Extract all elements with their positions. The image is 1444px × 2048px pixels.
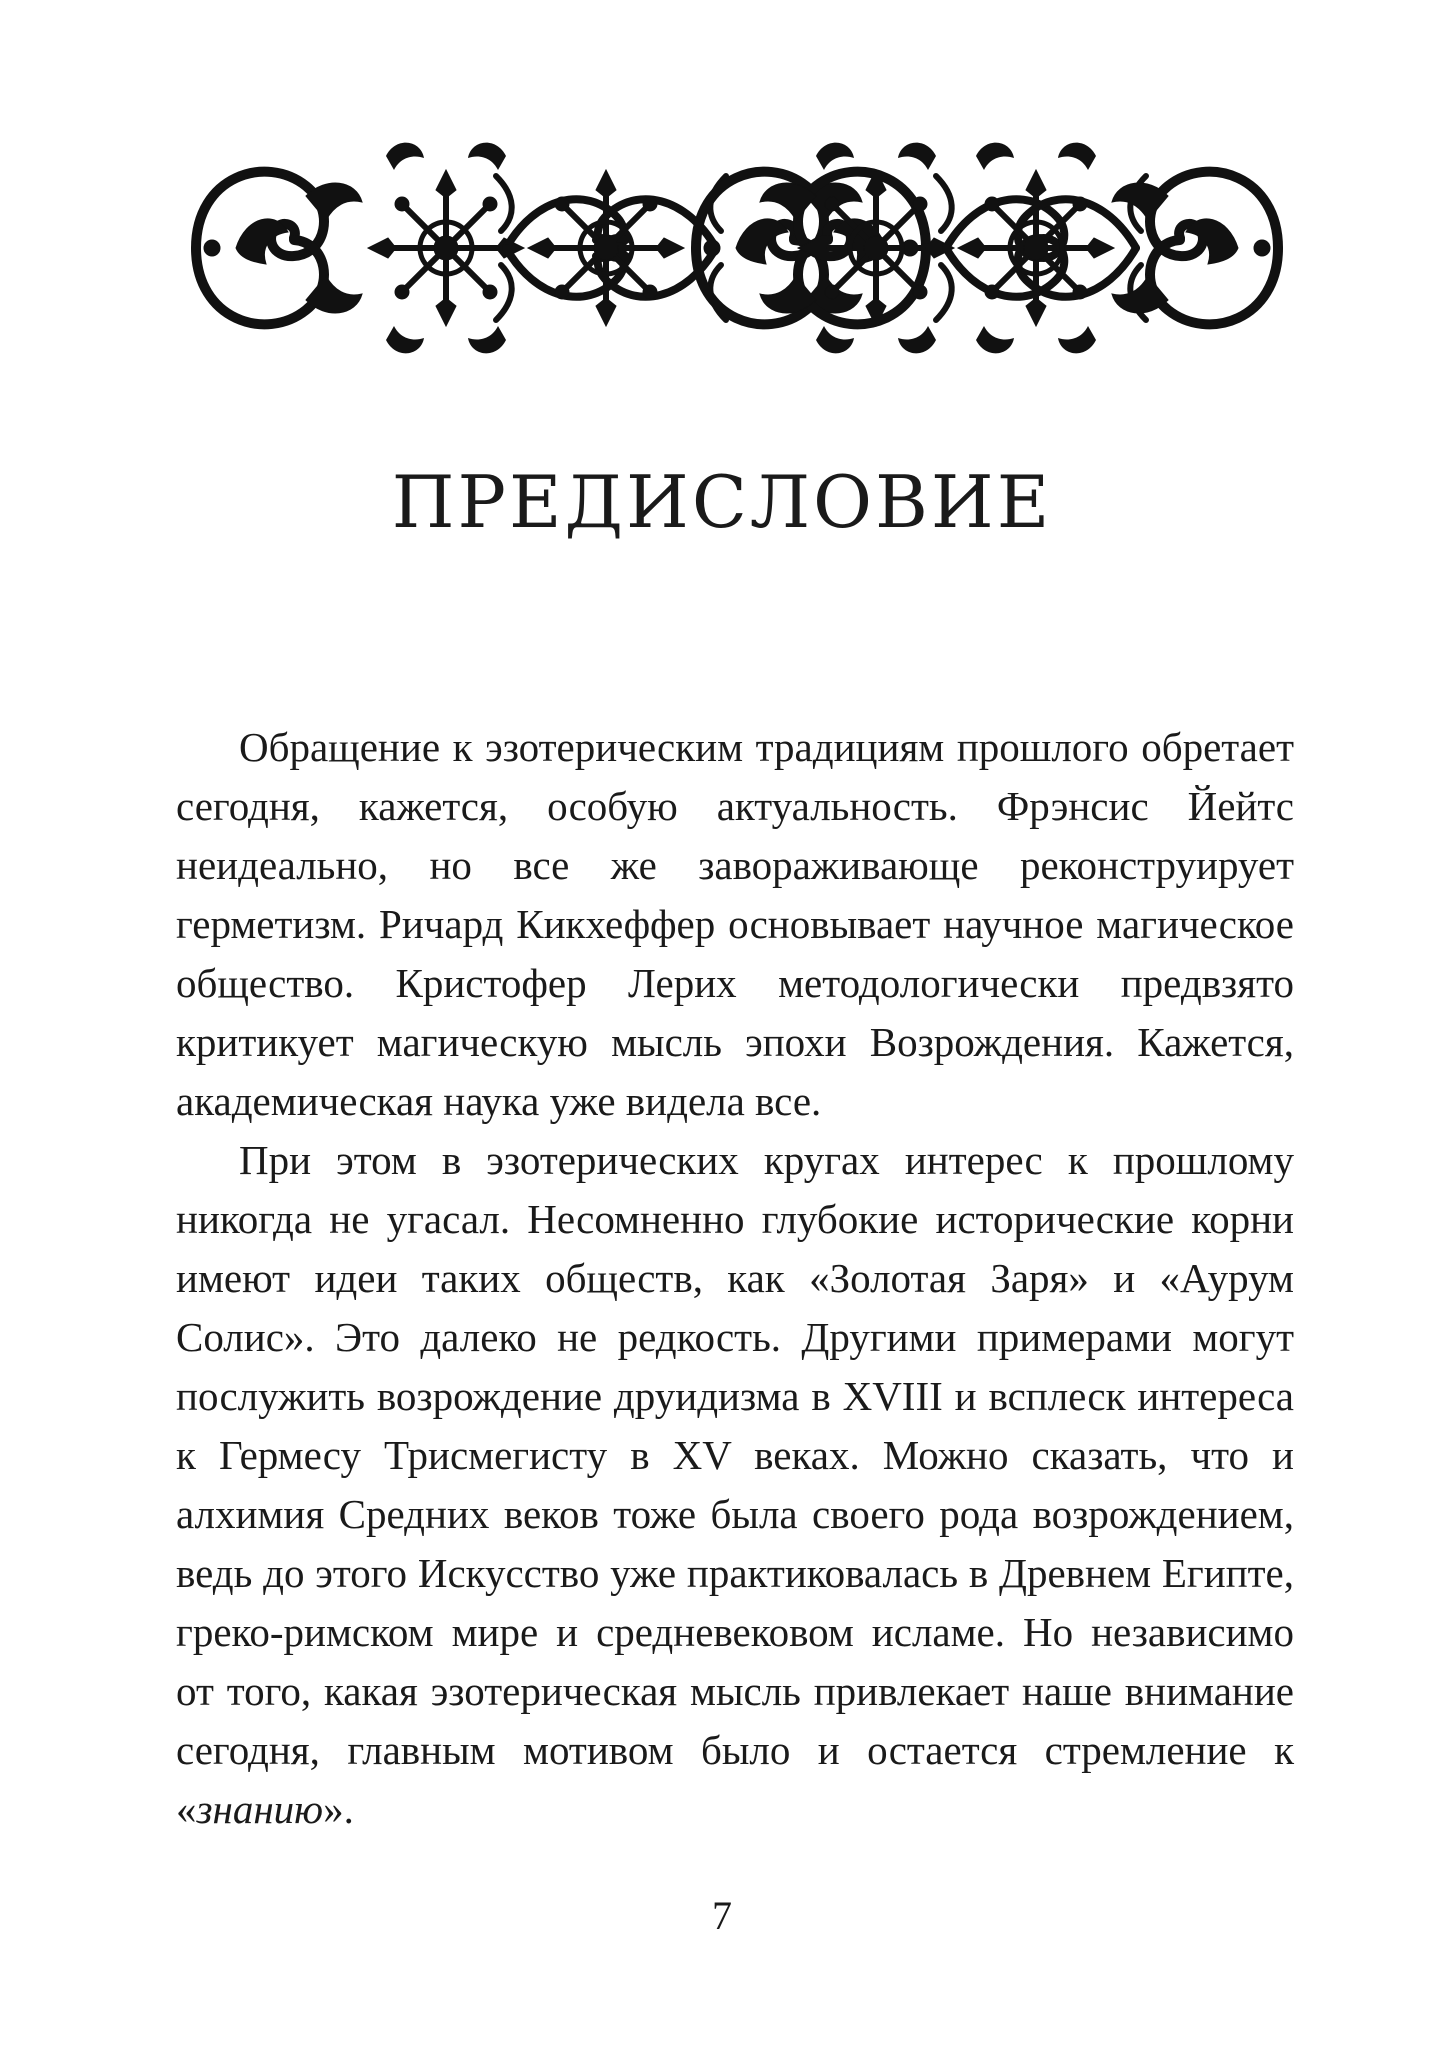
paragraph: Обращение к эзотерическим традициям прошлого обретает сегодня, кажется, особую актуальность. Фрэнсис Йейтс неидеально, но все же завораживающе реконструирует герметизм. Ричард Кикхеффер основывает научное магическое общество. Кристофер Лерих методологически предвзято критикует магическую мысль эпохи Возрождения. Кажется, академическая наука уже видела все. xyxy=(176,724,1294,1124)
paragraph-text: При этом в эзотерических кругах интерес к прошлому никогда не угасал. Несомненно глубокие исторические корни имеют идеи таких обществ, как «Золотая Заря» и «Аурум Солис». Это далеко не редкость. Другими примерами могут послужить возрождение друидизма в XVIII и всплеск интереса к Гермесу Трисмегисту в XV веках. Можно сказать, что и алхимия Средних веков тоже была своего рода возрождением, ведь до этого Искусство уже практиковалась в Древнем Египте, греко-римском мире и средневековом исламе. Но независимо от того, какая эзотерическая мысль привлекает наше внимание сегодня, главным мотивом было и остается стремление к « xyxy=(176,1137,1294,1832)
paragraph xyxy=(176,1131,1294,1839)
emphasis-text: знанию xyxy=(196,1786,324,1832)
ornamental-header-border xyxy=(176,136,1298,360)
page-number: 7 xyxy=(712,1893,732,1938)
paragraph-ending: ». xyxy=(323,1786,354,1832)
ornamental-scroll-border-icon xyxy=(176,136,1298,360)
page-title: ПРЕДИСЛОВИЕ xyxy=(391,460,1053,544)
body-text xyxy=(176,718,1294,1839)
